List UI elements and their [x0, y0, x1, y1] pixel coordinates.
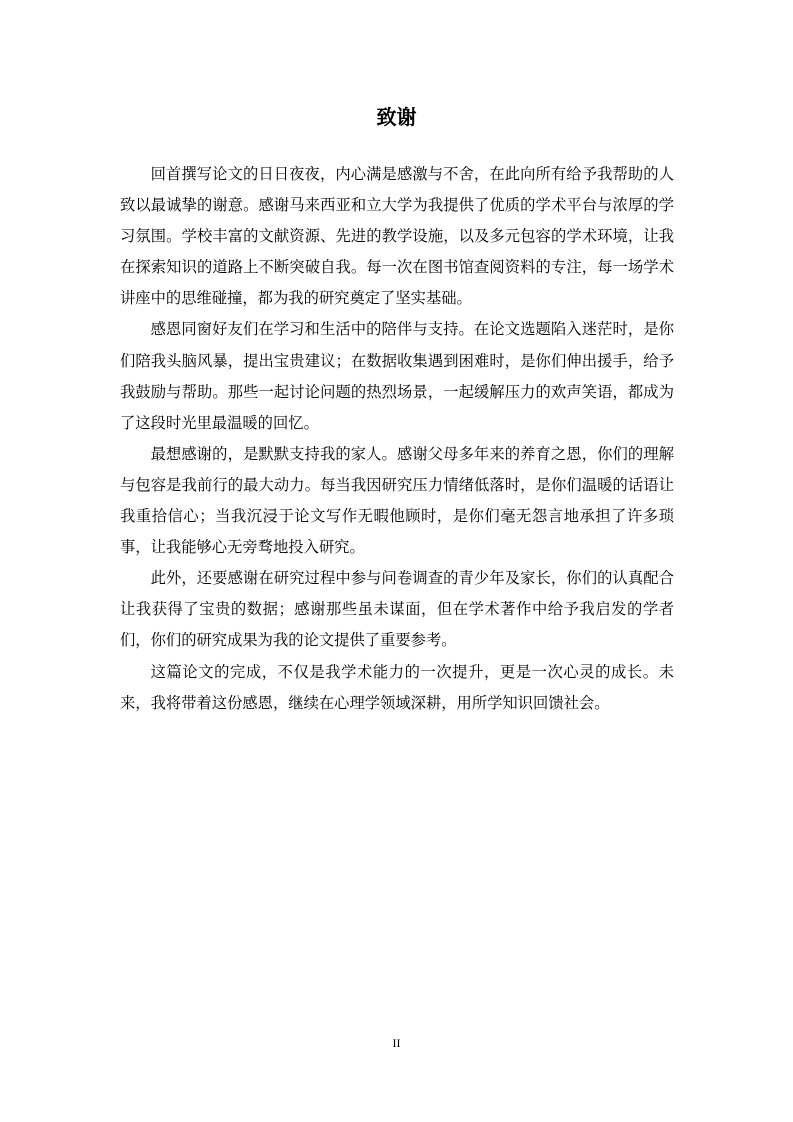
paragraph-2: 感恩同窗好友们在学习和生活中的陪伴与支持。在论文选题陷入迷茫时，是你们陪我头脑风暴，提出宝贵建议；在数据收集遇到困难时，是你们伸出援手，给予我鼓励与帮助。那些一起讨论问题的热烈场景，一起缓解压力的欢声笑语，都成为了这段时光里最温暖的回忆。	[120, 320, 674, 432]
paragraph-5: 这篇论文的完成，不仅是我学术能力的一次提升，更是一次心灵的成长。未来，我将带着这份感恩，继续在心理学领域深耕，用所学知识回馈社会。	[120, 662, 674, 712]
page-number: II	[392, 1036, 401, 1050]
paragraph-4: 此外，还要感谢在研究过程中参与问卷调查的青少年及家长，你们的认真配合让我获得了宝贵的数据；感谢那些虽未谋面，但在学术著作中给予我启发的学者们，你们的研究成果为我的论文提供了重要参考。	[120, 569, 674, 650]
paragraph-3: 最想感谢的，是默默支持我的家人。感谢父母多年来的养育之恩，你们的理解与包容是我前行的最大动力。每当我因研究压力情绪低落时，是你们温暖的话语让我重拾信心；当我沉浸于论文写作无暇他顾时，是你们毫无怨言地承担了许多琐事，让我能够心无旁骛地投入研究。	[120, 444, 674, 557]
acknowledgement-body	[120, 159, 674, 719]
page-title: 致谢	[376, 105, 417, 129]
paragraph-1: 回首撰写论文的日日夜夜，内心满是感激与不舍，在此向所有给予我帮助的人致以最诚挚的谢意。感谢马来西亚和立大学为我提供了优质的学术平台与浓厚的学习氛围。学校丰富的文献资源、先进的教学设施，以及多元包容的学术环境，让我在探索知识的道路上不断突破自我。每一次在图书馆查阅资料的专注，每一场学术讲座中的思维碰撞，都为我的研究奠定了坚实基础。	[120, 165, 674, 308]
